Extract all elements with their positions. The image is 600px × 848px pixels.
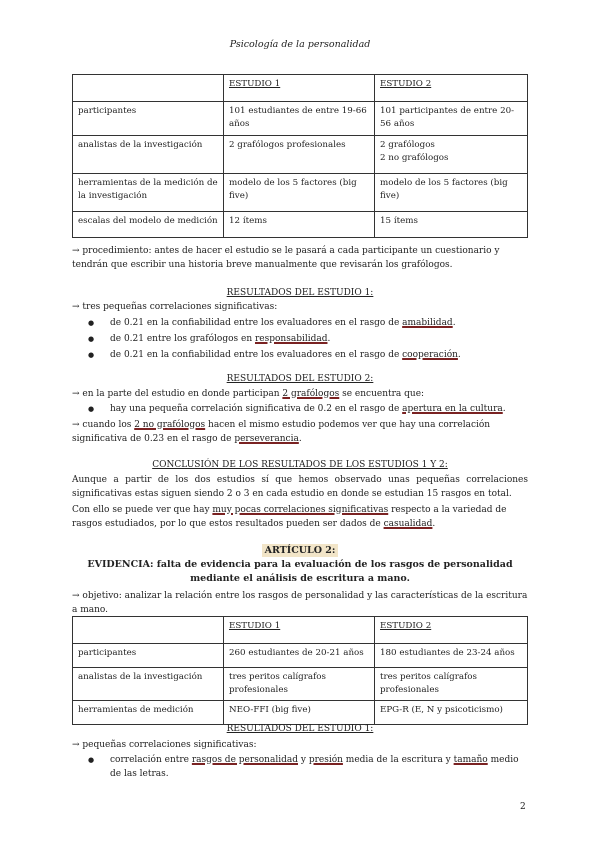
paragraph: → cuando los 2 no grafólogos hacen el mismo estudio podemos ver que hay una correlación significativa de 0.23 en el rasgo de perseverancia. <box>72 420 491 444</box>
table-header-row <box>73 617 528 644</box>
table-cell: analistas de la investigación <box>73 136 224 174</box>
table-header-row <box>73 75 528 102</box>
paragraph: → en la parte del estudio en donde participan 2 grafólogos se encuentra que: <box>72 389 425 399</box>
table-row <box>73 136 528 174</box>
section-title: RESULTADOS DEL ESTUDIO 1: <box>226 724 374 734</box>
table-cell: analistas de la investigación <box>73 668 224 701</box>
section-title: RESULTADOS DEL ESTUDIO 1: <box>226 288 374 298</box>
table-row <box>73 102 528 136</box>
table-cell: NEO-FFI (big five) <box>224 701 375 725</box>
table-cell: herramientas de la medición de la investigación <box>73 174 224 212</box>
section-title: RESULTADOS DEL ESTUDIO 2: <box>226 374 374 384</box>
article-label: ARTÍCULO 2: <box>262 544 339 557</box>
table-cell: 260 estudiantes de 20-21 años <box>224 644 375 668</box>
paragraph: Aunque a partir de los dos estudios sí que hemos observado unas pequeñas correlaciones significativas estas siguen siendo 2 o 3 en cada estudio en donde se estudian 15 rasgos en total. <box>72 475 528 499</box>
study-table-1 <box>72 74 528 238</box>
page-number: 2 <box>520 802 526 812</box>
study-table-2 <box>72 616 528 725</box>
table-row <box>73 644 528 668</box>
table-cell: 101 estudiantes de entre 19-66 años <box>224 102 375 136</box>
table-cell: 2 grafólogos profesionales <box>224 136 375 174</box>
objective-text: → objetivo: analizar la relación entre los rasgos de personalidad y las características de la escritura a mano. <box>72 591 528 615</box>
table-cell: EPG-R (E, N y psicoticismo) <box>375 701 528 725</box>
table-cell: modelo de los 5 factores (big five) <box>375 174 528 212</box>
table-row <box>73 668 528 701</box>
table-cell: 2 grafólogos 2 no grafólogos <box>375 136 528 174</box>
table-cell: participantes <box>73 644 224 668</box>
table-row <box>73 174 528 212</box>
table-row <box>73 701 528 725</box>
header-cell: ESTUDIO 1 <box>224 75 375 102</box>
paragraph: Con ello se puede ver que hay muy pocas correlaciones significativas respecto a la variedad de rasgos estudiados, por lo que estos resultados pueden ser dados de casualidad. <box>72 505 507 529</box>
list-item: ● de 0.21 entre los grafólogos en responsabilidad. <box>90 332 520 346</box>
table-cell: tres peritos calígrafos profesionales <box>224 668 375 701</box>
table-cell: 12 ítems <box>224 212 375 238</box>
intro-text: → tres pequeñas correlaciones significativas: <box>72 302 278 312</box>
list-item: ● de 0.21 en la confiabilidad entre los evaluadores en el rasgo de cooperación. <box>90 348 520 362</box>
header-cell: ESTUDIO 2 <box>375 617 528 644</box>
table-cell: 101 participantes de entre 20-56 años <box>375 102 528 136</box>
article-label-wrap <box>72 544 528 558</box>
header-cell: ESTUDIO 2 <box>375 75 528 102</box>
intro-text: → pequeñas correlaciones significativas: <box>72 740 257 750</box>
table-cell: 15 ítems <box>375 212 528 238</box>
table-cell: escalas del modelo de medición <box>73 212 224 238</box>
list-item: ● correlación entre rasgos de personalidad y presión media de la escritura y tamaño medio de las letras. <box>90 753 520 781</box>
table-cell: participantes <box>73 102 224 136</box>
list-item: ● hay una pequeña correlación significativa de 0.2 en el rasgo de apertura en la cultura. <box>90 402 520 416</box>
list-item: ● de 0.21 en la confiabilidad entre los evaluadores en el rasgo de amabilidad. <box>90 316 520 330</box>
table-row <box>73 212 528 238</box>
procedure-text: → procedimiento: antes de hacer el estudio se le pasará a cada participante un cuestionario y tendrán que escribir una historia breve manualmente que revisarán los grafólogos. <box>72 246 500 270</box>
evidence-title: EVIDENCIA: falta de evidencia para la evaluación de los rasgos de personalidad mediante el análisis de escritura a mano. <box>87 559 513 584</box>
table-cell: modelo de los 5 factores (big five) <box>224 174 375 212</box>
table-cell: tres peritos calígrafos profesionales <box>375 668 528 701</box>
page-header: Psicología de la personalidad <box>229 39 371 50</box>
table-cell: herramientas de medición <box>73 701 224 725</box>
table-cell: 180 estudiantes de 23-24 años <box>375 644 528 668</box>
section-title: CONCLUSIÓN DE LOS RESULTADOS DE LOS ESTUDIOS 1 Y 2: <box>152 460 448 470</box>
header-cell: ESTUDIO 1 <box>224 617 375 644</box>
